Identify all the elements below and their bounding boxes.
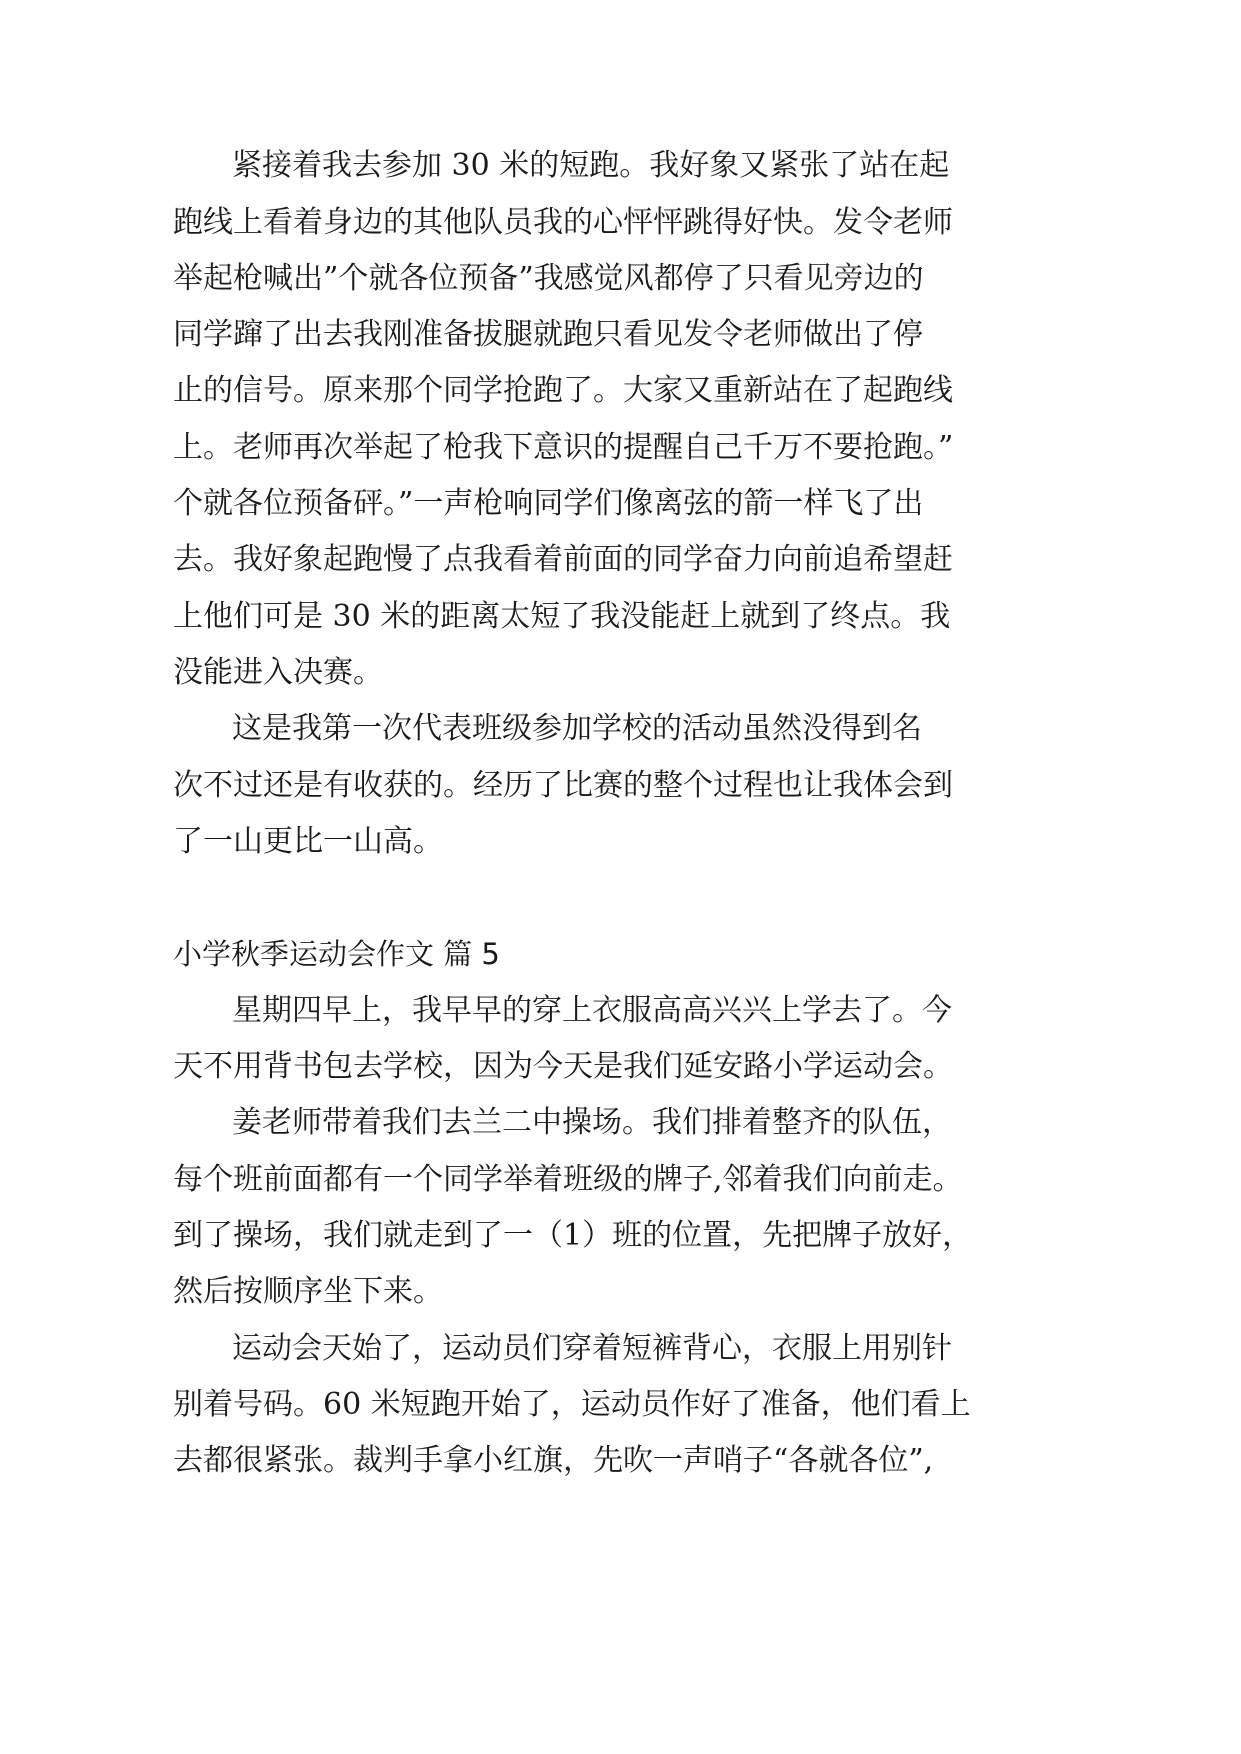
paragraph-line: 然后按顺序坐下来。 xyxy=(173,1274,443,1309)
paragraph-line: 举起枪喊出”个就各位预备”我感觉风都停了只看见旁边的 xyxy=(173,261,924,296)
paragraph-line: 跑线上看着身边的其他队员我的心怦怦跳得好快。发令老师 xyxy=(173,205,953,240)
paragraph-line: 紧接着我去参加 30 米的短跑。我好象又紧张了站在起 xyxy=(232,148,950,183)
paragraph-line: 上他们可是 30 米的距离太短了我没能赶上就到了终点。我 xyxy=(173,599,951,634)
paragraph-line: 个就各位预备砰。”一声枪响同学们像离弦的箭一样飞了出 xyxy=(173,486,924,521)
paragraph-line: 到了操场，我们就走到了一（1）班的位置，先把牌子放好， xyxy=(173,1218,973,1253)
paragraph-line: 上。老师再次举起了枪我下意识的提醒自己千万不要抢跑。” xyxy=(173,430,954,465)
paragraph-line: 了一山更比一山高。 xyxy=(173,824,443,859)
paragraph-line: 次不过还是有收获的。经历了比赛的整个过程也让我体会到 xyxy=(173,768,953,803)
paragraph-line: 天不用背书包去学校，因为今天是我们延安路小学运动会。 xyxy=(173,1049,953,1084)
paragraph-line: 这是我第一次代表班级参加学校的活动虽然没得到名 xyxy=(232,711,922,746)
paragraph-line: 别着号码。60 米短跑开始了，运动员作好了准备，他们看上 xyxy=(173,1387,971,1422)
paragraph-line: 星期四早上，我早早的穿上衣服高高兴兴上学去了。今 xyxy=(232,993,952,1028)
paragraph-line: 每个班前面都有一个同学举着班级的牌子,邻着我们向前走。 xyxy=(173,1162,963,1197)
section-heading: 小学秋季运动会作文 篇 5 xyxy=(173,937,500,971)
paragraph-line: 没能进入决赛。 xyxy=(173,655,383,690)
paragraph-line: 运动会天始了，运动员们穿着短裤背心，衣服上用别针 xyxy=(232,1331,952,1366)
paragraph-line: 姜老师带着我们去兰二中操场。我们排着整齐的队伍， xyxy=(232,1105,952,1140)
paragraph-line: 去都很紧张。裁判手拿小红旗，先吹一声哨子“各就各位”, xyxy=(173,1443,934,1478)
paragraph-line: 止的信号。原来那个同学抢跑了。大家又重新站在了起跑线 xyxy=(173,373,953,408)
paragraph-line: 去。我好象起跑慢了点我看着前面的同学奋力向前追希望赶 xyxy=(173,542,953,577)
paragraph-line: 同学蹿了出去我刚准备拔腿就跑只看见发令老师做出了停 xyxy=(173,317,923,352)
